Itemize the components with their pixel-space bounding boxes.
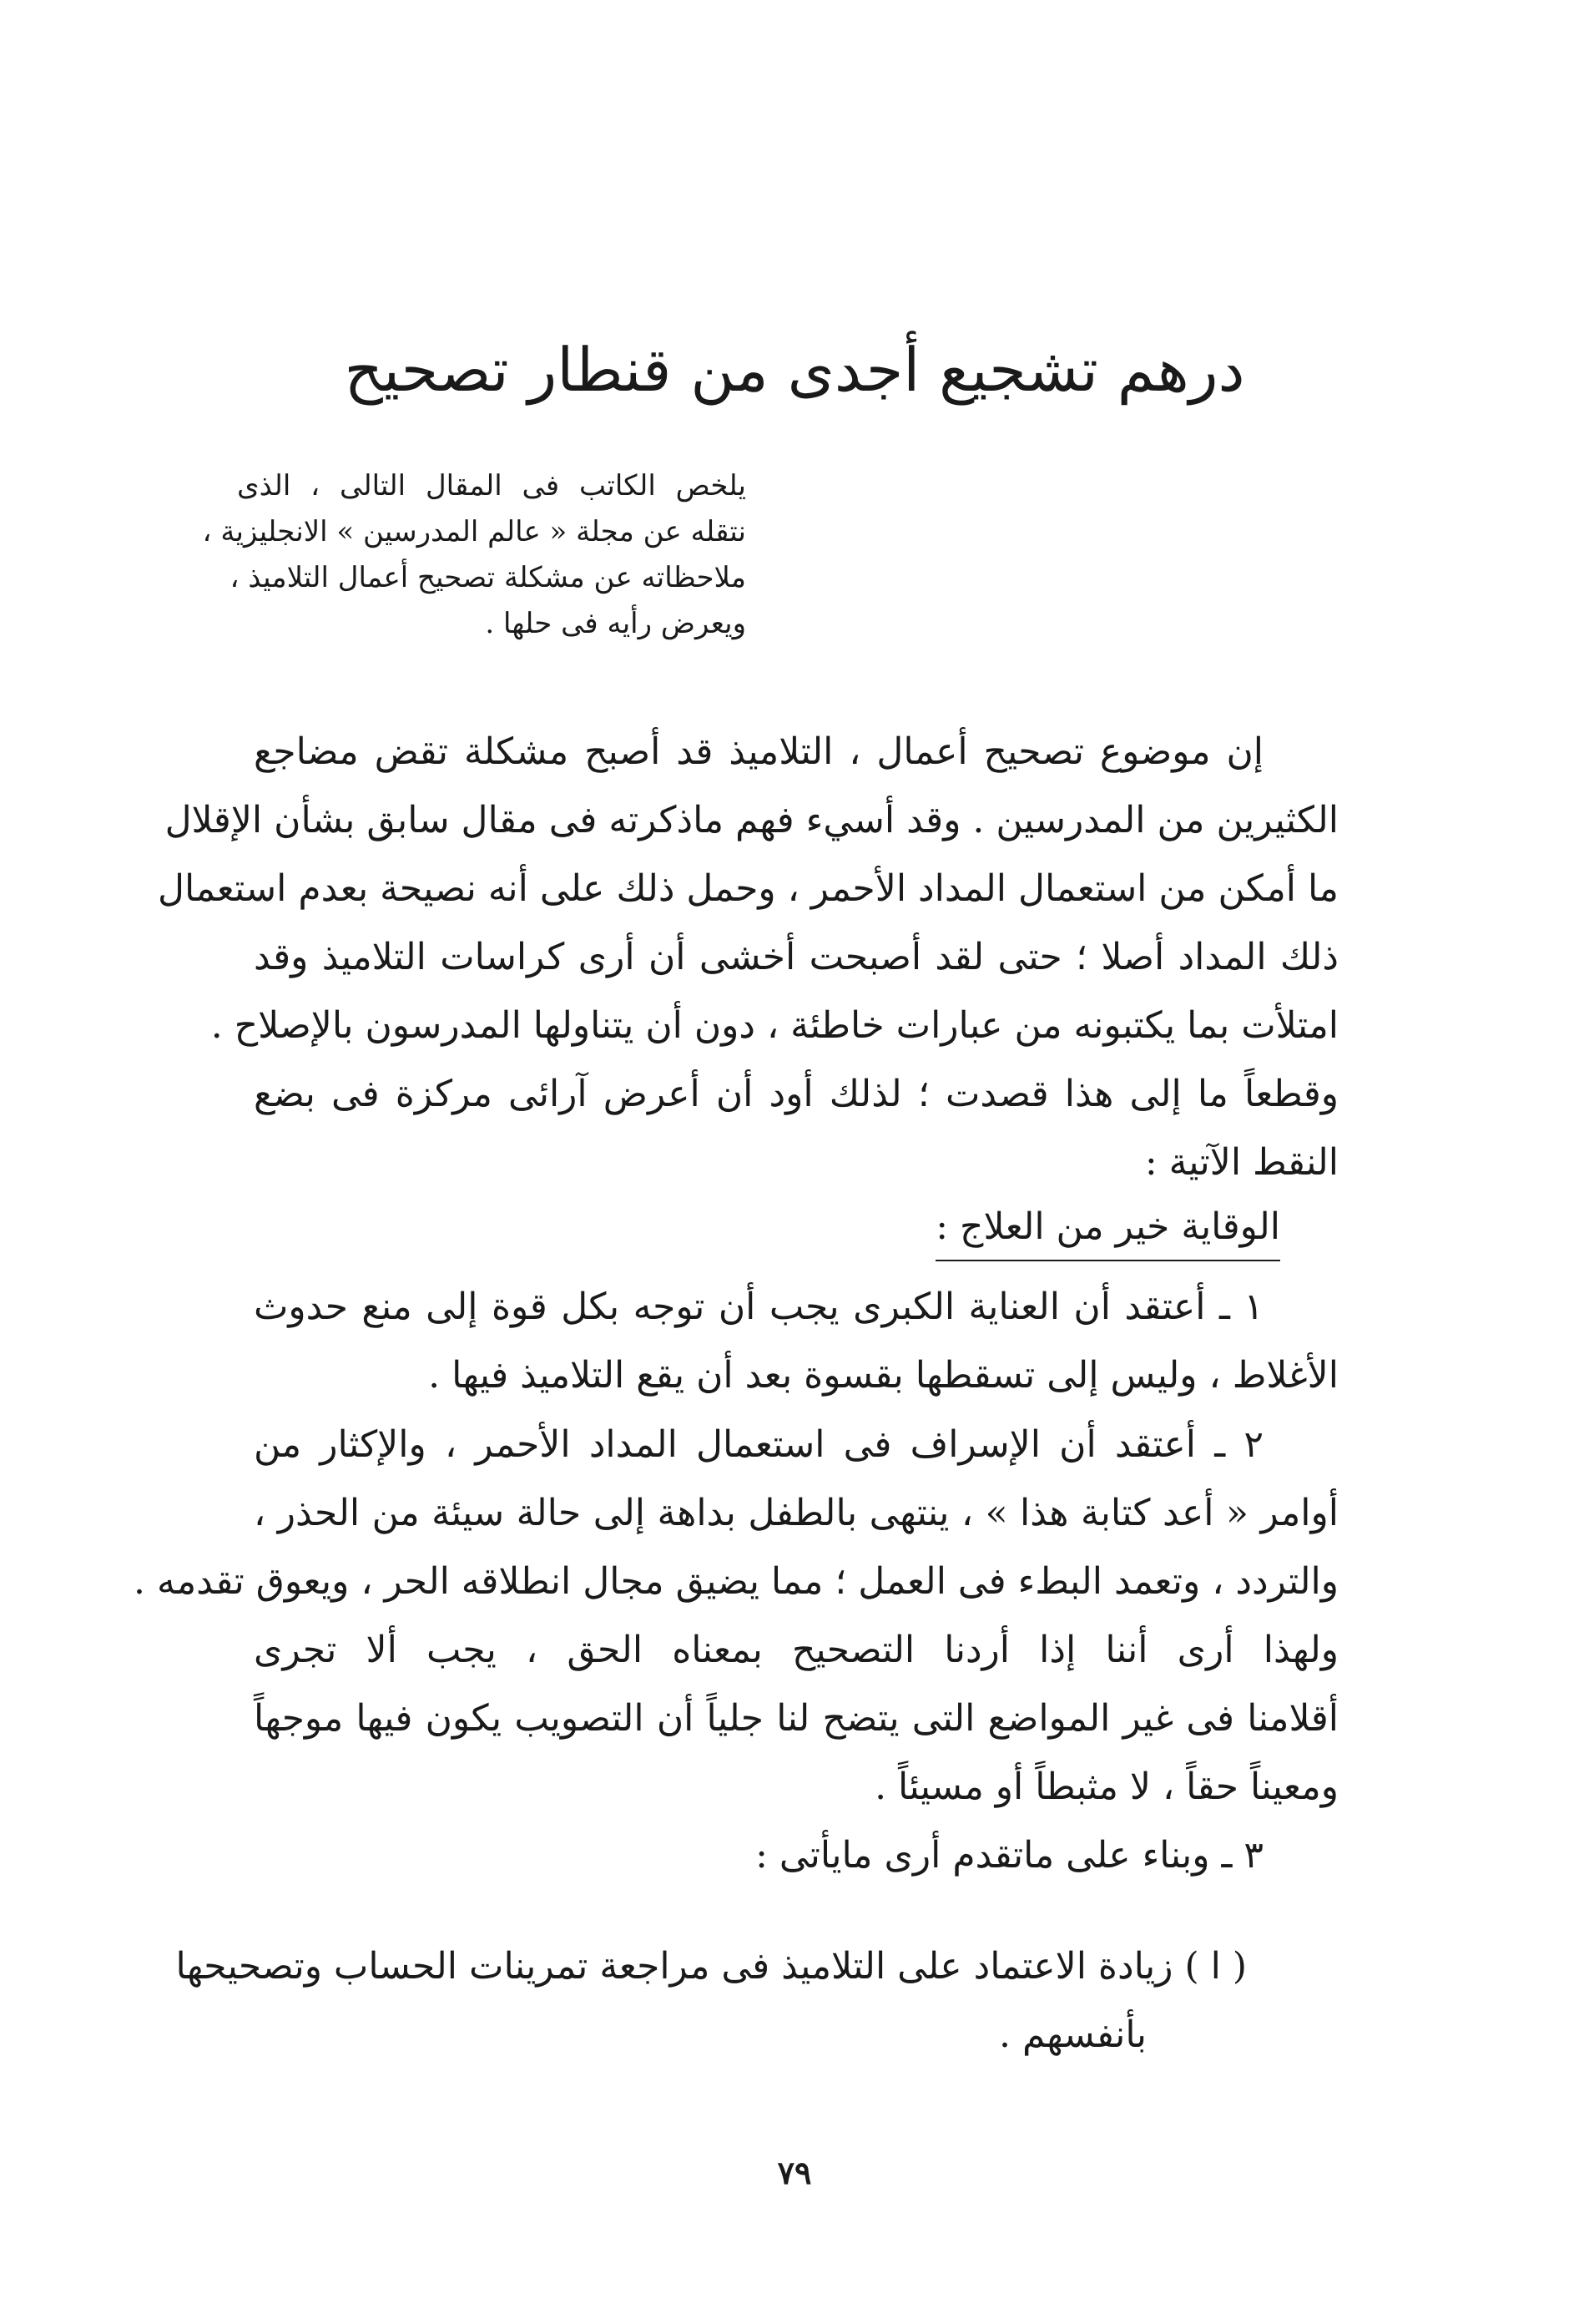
paragraph-line: إن موضوع تصحيح أعمال ، التلاميذ قد أصبح مشكلة تقض مضاجع bbox=[254, 730, 1264, 773]
paragraph-line: ومعيناً حقاً ، لا مثبطاً أو مسيئاً . bbox=[875, 1766, 1339, 1808]
article-title: درهم تشجيع أجدى من قنطار تصحيح bbox=[344, 335, 1245, 405]
point-3-line: ٣ ـ وبناء على ماتقدم أرى مايأتى : bbox=[755, 1834, 1264, 1877]
abstract-line: ويعرض رأيه فى حلها . bbox=[485, 607, 746, 640]
section-heading: الوقاية خير من العلاج : bbox=[936, 1198, 1280, 1261]
paragraph-line: ولهذا أرى أننا إذا أردنا التصحيح بمعناه الحق ، يجب ألا تجرى bbox=[254, 1629, 1339, 1671]
paragraph-line: الأغلاط ، وليس إلى تسقطها بقسوة بعد أن يقع التلاميذ فيها . bbox=[428, 1354, 1339, 1397]
paragraph-line: ما أمكن من استعمال المداد الأحمر ، وحمل ذلك على أنه نصيحة بعدم استعمال bbox=[157, 867, 1339, 910]
point-1-paragraph bbox=[254, 1273, 1339, 1410]
point-2-paragraph bbox=[134, 1411, 1339, 1890]
paragraph-line: ١ ـ أعتقد أن العناية الكبرى يجب أن توجه بكل قوة إلى منع حدوث bbox=[254, 1286, 1264, 1328]
paragraph-line: بأنفسهم . bbox=[999, 2013, 1147, 2056]
paragraph-line: امتلأت بما يكتبونه من عبارات خاطئة ، دون أن يتناولها المدرسون بالإصلاح . bbox=[210, 1004, 1339, 1047]
paragraph-line: ٢ ـ أعتقد أن الإسراف فى استعمال المداد الأحمر ، والإكثار من bbox=[254, 1423, 1264, 1466]
abstract-line: نتقله عن مجلة « عالم المدرسين » الانجليزية ، bbox=[202, 515, 746, 548]
abstract-line: يلخص الكاتب فى المقال التالى ، الذى bbox=[237, 469, 746, 503]
intro-paragraph bbox=[157, 718, 1339, 1197]
paragraph-line: أوامر « أعد كتابة هذا » ، ينتهى بالطفل بداهة إلى حالة سيئة من الحذر ، bbox=[254, 1492, 1339, 1534]
paragraph-line: وقطعاً ما إلى هذا قصدت ؛ لذلك أود أن أعرض آرائى مركزة فى بضع bbox=[254, 1073, 1339, 1115]
paragraph-line: الكثيرين من المدرسين . وقد أسيء فهم ماذكرته فى مقال سابق بشأن الإقلال bbox=[164, 799, 1339, 841]
paragraph-line: ذلك المداد أصلا ؛ حتى لقد أصبحت أخشى أن أرى كراسات التلاميذ وقد bbox=[254, 936, 1339, 978]
page-number: ٧٩ bbox=[777, 2154, 812, 2191]
article-abstract bbox=[202, 463, 746, 647]
paragraph-line: والتردد ، وتعمد البطء فى العمل ؛ مما يضيق مجال انطلاقه الحر ، ويعوق تقدمه . bbox=[134, 1560, 1339, 1603]
item-a-paragraph bbox=[175, 1932, 1247, 2069]
paragraph-line: ( ا ) زيادة الاعتماد على التلاميذ فى مراجعة تمرينات الحساب وتصحيحها bbox=[175, 1945, 1247, 1988]
paragraph-line: النقط الآتية : bbox=[1144, 1141, 1339, 1184]
paragraph-line: أقلامنا فى غير المواضع التى يتضح لنا جلياً أن التصويب يكون فيها موجهاً bbox=[254, 1697, 1339, 1740]
abstract-line: ملاحظاته عن مشكلة تصحيح أعمال التلاميذ ، bbox=[230, 561, 746, 594]
